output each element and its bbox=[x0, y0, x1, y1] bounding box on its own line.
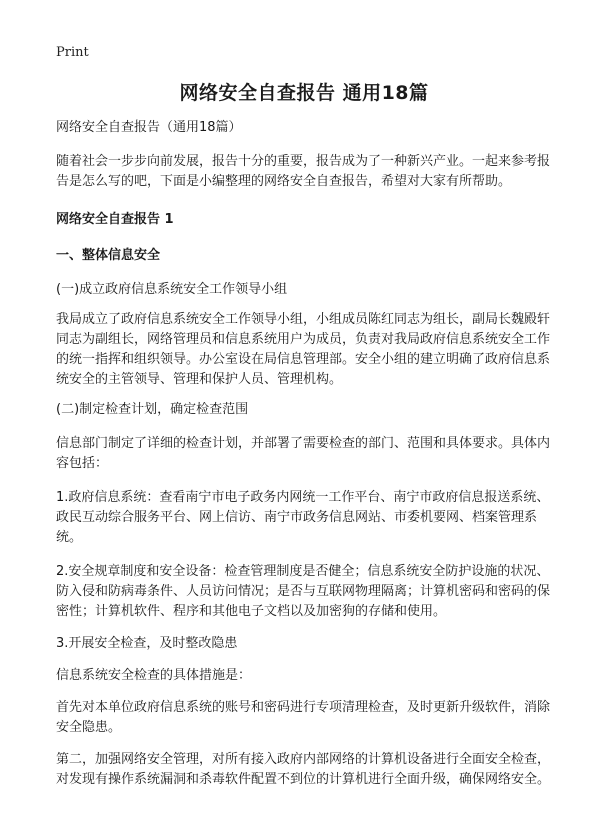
intro-paragraph: 随着社会一步步向前发展，报告十分的重要，报告成为了一种新兴产业。一起来参考报告是怎么写的吧，下面是小编整理的网络安全自查报告，希望对大家有所帮助。 bbox=[56, 154, 551, 189]
subsection-heading-2: (二)制定检查计划，确定检查范围 bbox=[56, 402, 249, 417]
subsection-heading-1: (一)成立政府信息系统安全工作领导小组 bbox=[56, 282, 288, 297]
measures-heading: 信息系统安全检查的具体措施是： bbox=[56, 668, 252, 683]
part-heading: 一、整体信息安全 bbox=[56, 248, 161, 263]
list-item-1: 1.政府信息系统：查看南宁市电子政务内网统一工作平台、南宁市政府信息报送系统、政民互动综合服务平台、网上信访、南宁市政务信息网站、市委机要网、档案管理系统。 bbox=[56, 490, 550, 545]
section-heading: 网络安全自查报告 1 bbox=[56, 212, 174, 227]
document-subtitle: 网络安全自查报告（通用18篇） bbox=[56, 120, 242, 135]
page-title: 网络安全自查报告 通用18篇 bbox=[179, 82, 429, 104]
list-item-2: 2.安全规章制度和安全设备：检查管理制度是否健全；信息系统安全防护设施的状况、防入侵和防病毒条件、人员访问情况；是否与互联网物理隔离；计算机密码和密码的保密性；计算机软件、程序和其他电子文档以及加密狗的存储和使用。 bbox=[56, 564, 551, 619]
measure-paragraph-1: 首先对本单位政府信息系统的账号和密码进行专项清理检查，及时更新升级软件，消除安全隐患。 bbox=[56, 700, 551, 735]
list-item-3: 3.开展安全检查，及时整改隐患 bbox=[56, 636, 238, 651]
document-page bbox=[56, 44, 552, 790]
subsection-body-2: 信息部门制定了详细的检查计划，并部署了需要检查的部门、范围和具体要求。具体内容包括： bbox=[56, 436, 551, 471]
subsection-body-1: 我局成立了政府信息系统安全工作领导小组，小组成员陈红同志为组长，副局长魏殿轩同志为副组长，网络管理员和信息系统用户为成员，负责对我局政府信息系统安全工作的统一指挥和组织领导。办公室设在局信息管理部。安全小组的建立明确了政府信息系统安全的主管领导、管理和保护人员、管理机构。 bbox=[56, 312, 551, 387]
measure-paragraph-2: 第二，加强网络安全管理，对所有接入政府内部网络的计算机设备进行全面安全检查，对发现有操作系统漏洞和杀毒软件配置不到位的计算机进行全面升级，确保网络安全。 bbox=[56, 752, 551, 787]
print-link[interactable]: Print bbox=[56, 45, 89, 60]
